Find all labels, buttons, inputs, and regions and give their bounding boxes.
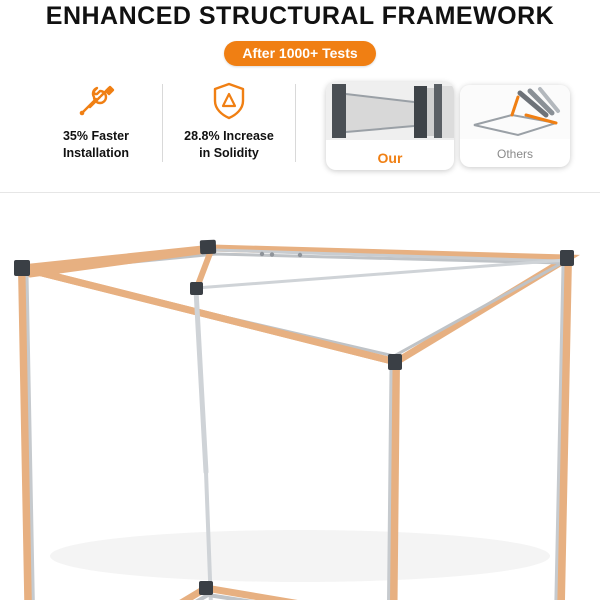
comparison-label-others: Others bbox=[496, 147, 533, 162]
feature-installation-line1: 35% Faster bbox=[62, 129, 129, 144]
wrench-screwdriver-icon bbox=[44, 82, 148, 120]
vertical-divider-2 bbox=[295, 84, 296, 162]
vertical-divider-1 bbox=[162, 84, 163, 162]
shield-icon bbox=[177, 82, 281, 120]
section-divider bbox=[0, 192, 600, 193]
feature-installation bbox=[44, 82, 148, 162]
comparison-label-our: Our bbox=[377, 150, 403, 167]
feature-solidity-line1: 28.8% Increase bbox=[184, 129, 274, 144]
reinforced-frame-corner-photo bbox=[326, 82, 454, 140]
page-title: ENHANCED STRUCTURAL FRAMEWORK bbox=[45, 2, 555, 30]
badge-row bbox=[0, 41, 600, 66]
feature-solidity-line2: in Solidity bbox=[199, 146, 259, 161]
comparison-card-others bbox=[460, 85, 570, 167]
status-badge: After 1000+ Tests bbox=[224, 41, 375, 66]
comparison-cards bbox=[326, 82, 570, 170]
feature-solidity-caption bbox=[177, 128, 281, 162]
feature-strip bbox=[0, 82, 600, 188]
feature-installation-caption bbox=[44, 128, 148, 162]
metal-canopy-frame-diagram bbox=[0, 196, 600, 600]
feature-installation-line2: Installation bbox=[63, 146, 129, 161]
feature-solidity bbox=[177, 82, 281, 162]
comparison-card-our bbox=[326, 82, 454, 170]
collapsed-frame-photo bbox=[460, 85, 570, 139]
